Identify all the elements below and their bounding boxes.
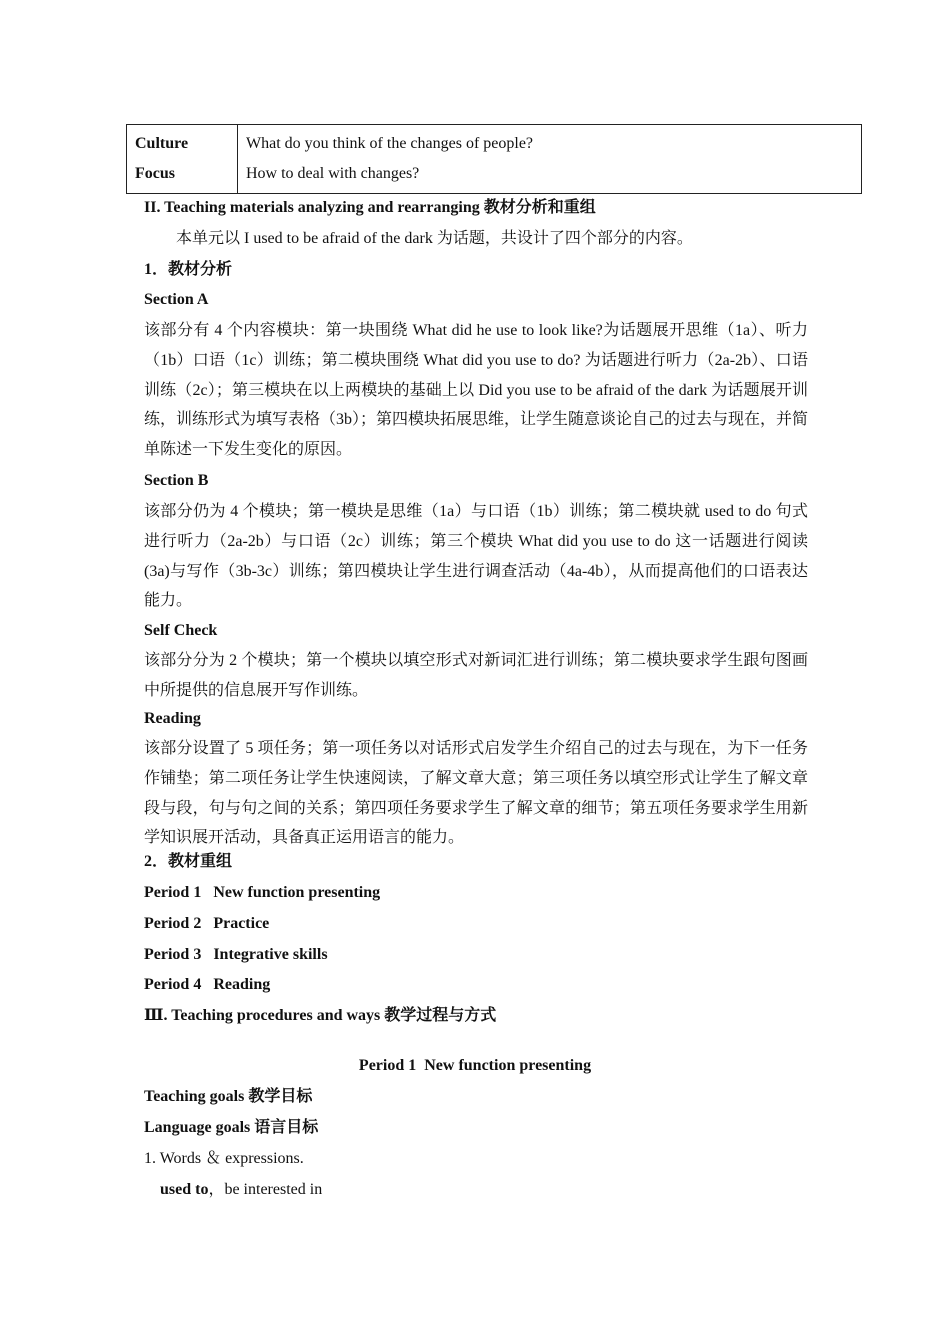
subheading-material-rearrange: 2．教材重组 <box>144 853 233 870</box>
culture-focus-label <box>127 125 238 194</box>
culture-question-2: How to deal with changes? <box>246 165 420 182</box>
period-4-item: Period 4 Reading <box>144 976 271 993</box>
period-1-title: Period 1 New function presenting <box>358 1057 592 1074</box>
teaching-goals-heading: Teaching goals 教学目标 <box>144 1088 313 1105</box>
section-b-title: Section B <box>144 472 209 489</box>
period-1-item: Period 1 New function presenting <box>144 884 381 901</box>
culture-label-line1: Culture <box>135 135 189 152</box>
culture-label-line2: Focus <box>135 165 175 182</box>
period-3-item: Period 3 Integrative skills <box>144 946 328 963</box>
section-2-heading: II. Teaching materials analyzing and rearranging 教材分析和重组 <box>144 199 596 216</box>
vocab-be-interested-in: ，be interested in <box>208 1181 323 1198</box>
self-check-paragraph: 该部分分为 2 个模块；第一个模块以填空形式对新词汇进行训练；第二模块要求学生跟句图画中所提供的信息展开写作训练。 <box>144 652 808 699</box>
subheading-material-analysis: 1．教材分析 <box>144 261 233 278</box>
words-expressions-item: 1. Words ＆ expressions. <box>144 1150 304 1167</box>
section-b-paragraph: 该部分仍为 4 个模块；第一模块是思维（1a）与口语（1b）训练；第二模块就 used to do 句式进行听力（2a-2b）与口语（2c）训练；第三个模块 What did you use to do 这一话题进行阅读(3a)与写作（3b-3c）训练；第四模块让学生进行调查活动（4a-4b），从而提高他们的口语表达能力。 <box>144 503 808 610</box>
section-a-title: Section A <box>144 291 209 308</box>
section-3-heading: Ⅲ. Teaching procedures and ways 教学过程与方式 <box>144 1007 497 1024</box>
section-a-paragraph: 该部分有 4 个内容模块：第一块围绕 What did he use to look like?为话题展开思维（1a）、听力（1b）口语（1c）训练；第二模块围绕 What did you use to do? 为话题进行听力（2a-2b）、口语训练（2c）；第三模块在以上两模块的基础上以 Did you use to be afraid of the dark 为话题展开训练，训练形式为填写表格（3b）；第四模块拓展思维，让学生随意谈论自己的过去与现在，并简单陈述一下发生变化的原因。 <box>144 322 809 459</box>
period-2-item: Period 2 Practice <box>144 915 270 932</box>
culture-focus-table <box>126 124 862 194</box>
self-check-title: Self Check <box>144 622 218 639</box>
vocabulary-line <box>160 1180 322 1200</box>
culture-question-1: What do you think of the changes of people? <box>246 135 534 152</box>
culture-focus-questions <box>238 125 862 194</box>
vocab-used-to: used to <box>160 1181 209 1198</box>
reading-paragraph: 该部分设置了 5 项任务；第一项任务以对话形式启发学生介绍自己的过去与现在，为下一任务作铺垫；第二项任务让学生快速阅读，了解文章大意；第三项任务以填空形式让学生了解文章段与段，句与句之间的关系；第四项任务要求学生了解文章的细节；第五项任务要求学生用新学知识展开活动，具备真正运用语言的能力。 <box>144 740 808 847</box>
language-goals-heading: Language goals 语言目标 <box>144 1119 319 1136</box>
reading-title: Reading <box>144 710 201 727</box>
section-2-intro: 本单元以 I used to be afraid of the dark 为话题，共设计了四个部分的内容。 <box>176 230 693 247</box>
